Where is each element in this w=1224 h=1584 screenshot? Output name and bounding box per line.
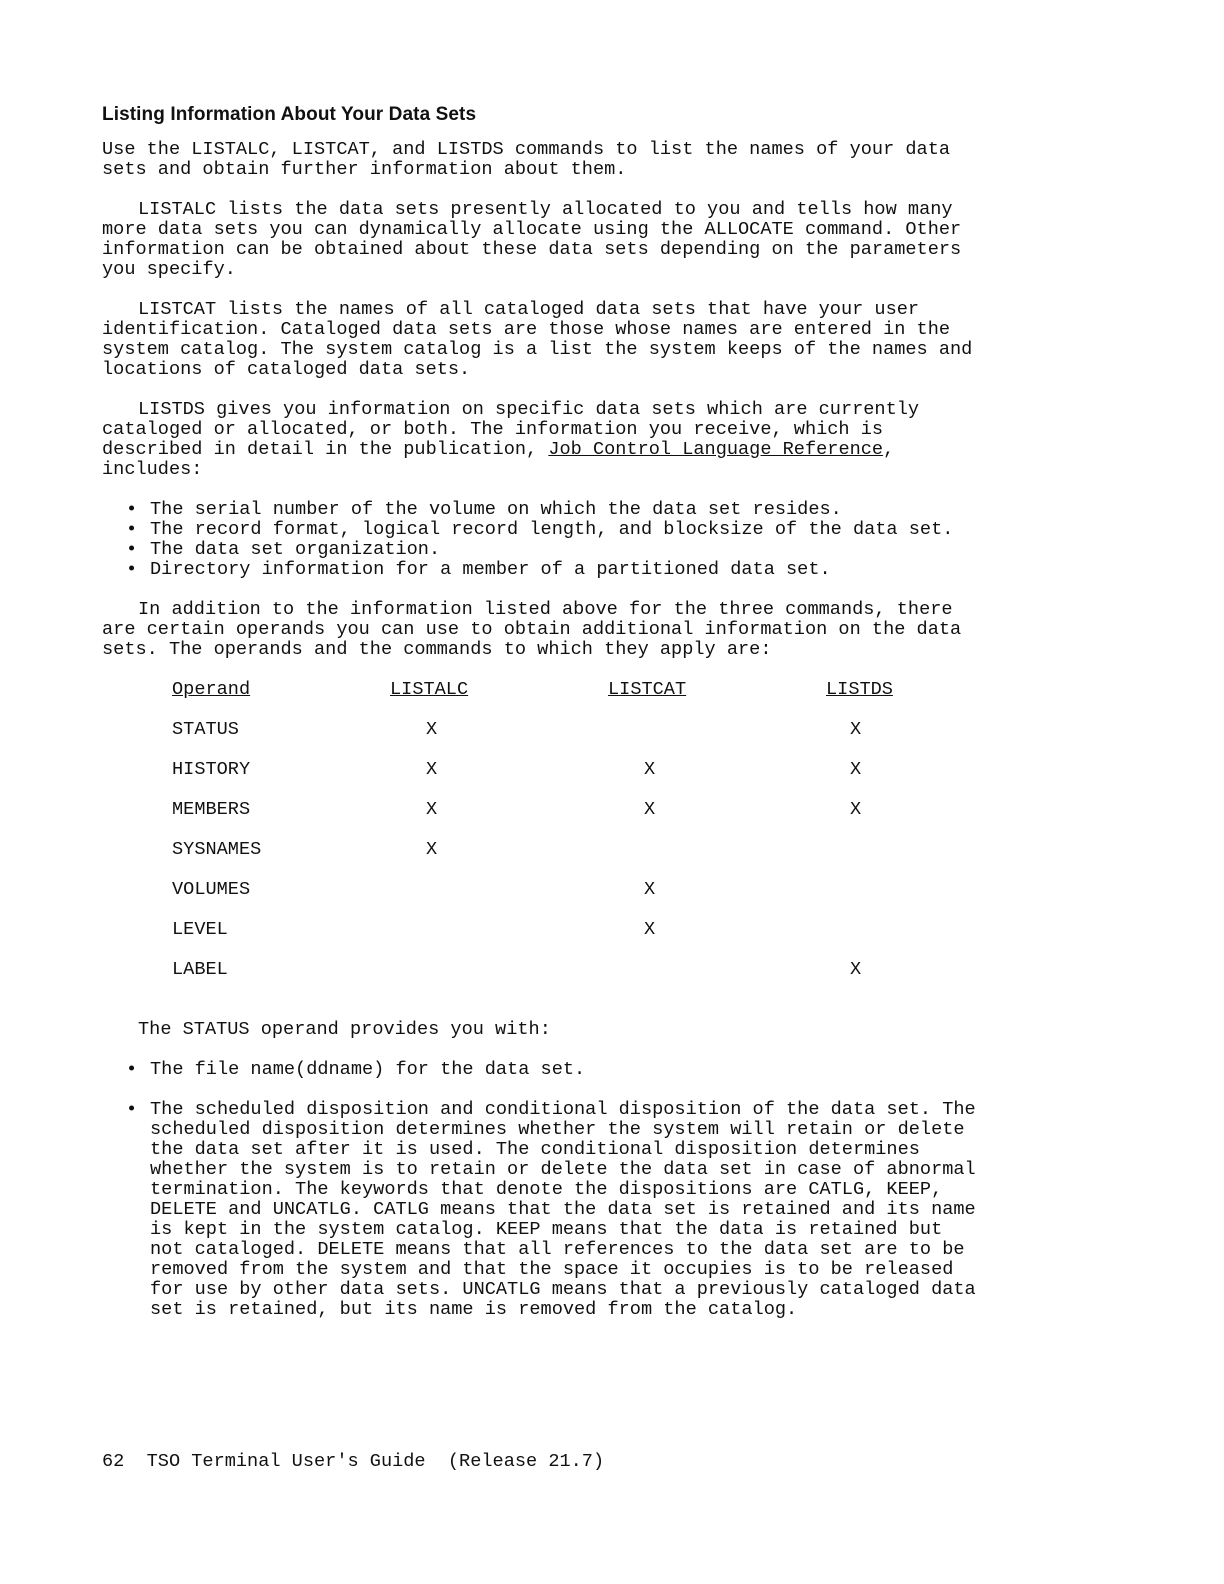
listds-mark: X (850, 799, 862, 820)
table-row (172, 720, 946, 760)
listcat-mark: X (644, 799, 656, 820)
listds-mark: X (850, 759, 862, 780)
listcat-mark: X (644, 879, 656, 900)
table-row (172, 800, 946, 840)
listalc-mark: X (426, 719, 438, 740)
listalc-paragraph: LISTALC lists the data sets presently allocated to you and tells how many more data sets you can dynamically allocate using the ALLOCATE command. Other information can be obtained about these data sets depending on the parameters you specify. (102, 199, 962, 280)
list-item: • The data set organization. (126, 539, 441, 560)
listcat-mark: X (644, 759, 656, 780)
listalc-mark (390, 880, 608, 920)
listalc-mark: X (426, 839, 438, 860)
listcat-mark (608, 840, 826, 880)
operand-name: LEVEL (172, 919, 228, 940)
listds-text-after: , includes: (102, 439, 895, 480)
table-row (172, 960, 946, 1000)
table-row (172, 840, 946, 880)
listalc-mark (390, 960, 608, 1000)
table-header-row (172, 680, 946, 720)
column-header-operand: Operand (172, 679, 251, 700)
bullet-icon: • (126, 539, 138, 560)
listcat-paragraph: LISTCAT lists the names of all cataloged data sets that have your user identification. Cataloged data sets are those whose names are entered in the system catalog. The system catalog is a list the system keeps of the names and locations of cataloged data sets. (102, 299, 973, 380)
intro-paragraph: Use the LISTALC, LISTCAT, and LISTDS commands to list the names of your data sets and obtain further information about them. (102, 139, 951, 180)
page-body (102, 104, 982, 1340)
listalc-mark: X (426, 799, 438, 820)
operand-name: STATUS (172, 719, 239, 740)
listds-mark: X (850, 959, 862, 980)
list-item: • The record format, logical record length, and blocksize of the data set. (126, 519, 954, 540)
page-footer: 62 TSO Terminal User's Guide (Release 21.7) (102, 1451, 605, 1472)
bullet-icon: • (126, 499, 138, 520)
bullet-icon: • (126, 559, 138, 580)
list-item: • The file name(ddname) for the data set. (126, 1059, 586, 1080)
operand-name: LABEL (172, 959, 228, 980)
table-row (172, 920, 946, 960)
listds-info-list (102, 500, 982, 580)
listds-text-before: LISTDS gives you information on specific data sets which are currently cataloged or allocated, or both. The information you receive, which is described in detail in the publication, (102, 399, 920, 460)
bullet-icon: • (126, 519, 138, 540)
listds-mark: X (850, 719, 862, 740)
listds-paragraph (102, 400, 982, 480)
listalc-mark (390, 920, 608, 960)
bullet-icon: • (126, 1099, 138, 1120)
operand-name: VOLUMES (172, 879, 251, 900)
list-item: • The serial number of the volume on which the data set resides. (126, 499, 842, 520)
column-header-listalc: LISTALC (390, 679, 469, 700)
listcat-mark (608, 720, 826, 760)
status-intro: The STATUS operand provides you with: (138, 1019, 551, 1040)
table-row (172, 760, 946, 800)
listalc-mark: X (426, 759, 438, 780)
bullet-icon: • (126, 1059, 138, 1080)
operands-paragraph: In addition to the information listed above for the three commands, there are certain operands you can use to obtain additional information on the data sets. The operands and the commands to which they apply are: (102, 599, 962, 660)
operand-name: SYSNAMES (172, 839, 262, 860)
operands-table (172, 680, 946, 1000)
list-item: • The scheduled disposition and conditional disposition of the data set. The scheduled disposition determines whether the system will retain or delete the data set after it is used. The conditional disposition determines whether the system is to retain or delete the data set in case of abnormal termination. The keywords that denote the dispositions are CATLG, KEEP, DELETE and UNCATLG. CATLG means that the data set is retained and its name is kept in the system catalog. KEEP means that the data is retained but not cataloged. DELETE means that all references to the data set are to be removed from the system and that the space it occupies is to be released for use by other data sets. UNCATLG means that a previously cataloged data set is retained, but its name is removed from the catalog. (126, 1099, 976, 1320)
operand-name: HISTORY (172, 759, 251, 780)
listds-mark (826, 880, 946, 920)
publication-title: Job Control Language Reference (548, 439, 884, 460)
listds-mark (826, 920, 946, 960)
column-header-listds: LISTDS (826, 679, 893, 700)
status-info-list (102, 1060, 982, 1320)
column-header-listcat: LISTCAT (608, 679, 687, 700)
listcat-mark: X (644, 919, 656, 940)
section-heading: Listing Information About Your Data Sets (102, 104, 477, 125)
table-row (172, 880, 946, 920)
list-item: • Directory information for a member of a partitioned data set. (126, 559, 831, 580)
listds-mark (826, 840, 946, 880)
listcat-mark (608, 960, 826, 1000)
operand-name: MEMBERS (172, 799, 251, 820)
